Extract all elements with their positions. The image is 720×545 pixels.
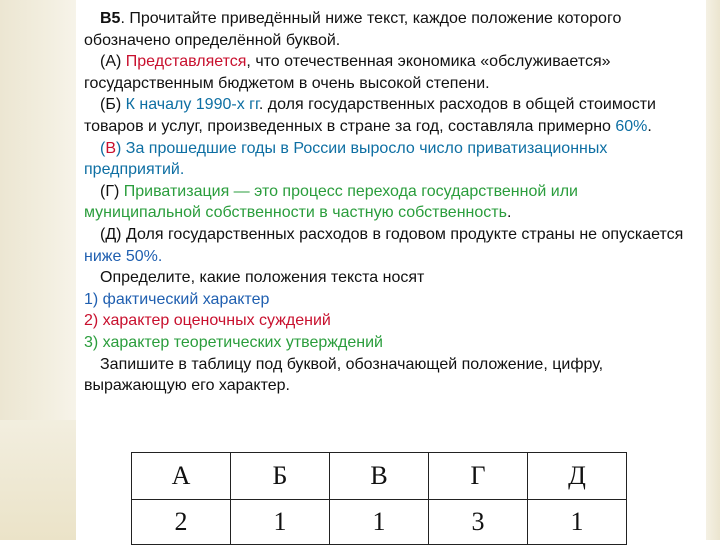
task-id: В5 [100, 10, 121, 27]
left-decor-band-bottom [0, 420, 78, 540]
task-text [84, 8, 696, 397]
value-cell-d: 1 [528, 500, 627, 545]
question: Определите, какие положения текста носят [100, 269, 425, 287]
answer-value-row [132, 500, 627, 545]
value-cell-b: 1 [231, 500, 330, 545]
answer-header-row [132, 453, 627, 500]
statement-b: (Б) К началу 1990-х гг. доля государственных расходов в общей стоимости товаров и услуг, произведенных в стране за год, составляла примерно 60%. [84, 96, 656, 135]
statement-a: (А) Представляется, что отечественная экономика «обслуживается» государственным бюджетом в очень высокой степени. [84, 53, 611, 92]
option-3: 3) характер теоретических утверждений [84, 333, 383, 351]
value-cell-a: 2 [132, 500, 231, 545]
answer-table [131, 452, 627, 545]
slide-content [76, 0, 706, 540]
header-cell-a: А [132, 453, 231, 500]
value-cell-g: 3 [429, 500, 528, 545]
header-cell-d: Д [528, 453, 627, 500]
header-cell-g: Г [429, 453, 528, 500]
option-1: 1) фактический характер [84, 290, 270, 308]
header-cell-b: Б [231, 453, 330, 500]
statement-d: (Д) Доля государственных расходов в годовом продукте страны не опускается ниже 50%. [84, 225, 684, 265]
option-2: 2) характер оценочных суждений [84, 312, 331, 330]
statement-v: (В) За прошедшие годы в России выросло число приватизационных предприятий. [84, 139, 608, 179]
statement-g: (Г) Приватизация — это процесс перехода государственной или муниципальной собственности в частную собственность. [84, 182, 578, 222]
header-cell-v: В [330, 453, 429, 500]
instruction: Запишите в таблицу под буквой, обозначающей положение, цифру, выражающую его характер. [84, 355, 604, 395]
task-intro: В5. Прочитайте приведённый ниже текст, каждое положение которого обозначено определённой буквой. [84, 10, 622, 49]
value-cell-v: 1 [330, 500, 429, 545]
